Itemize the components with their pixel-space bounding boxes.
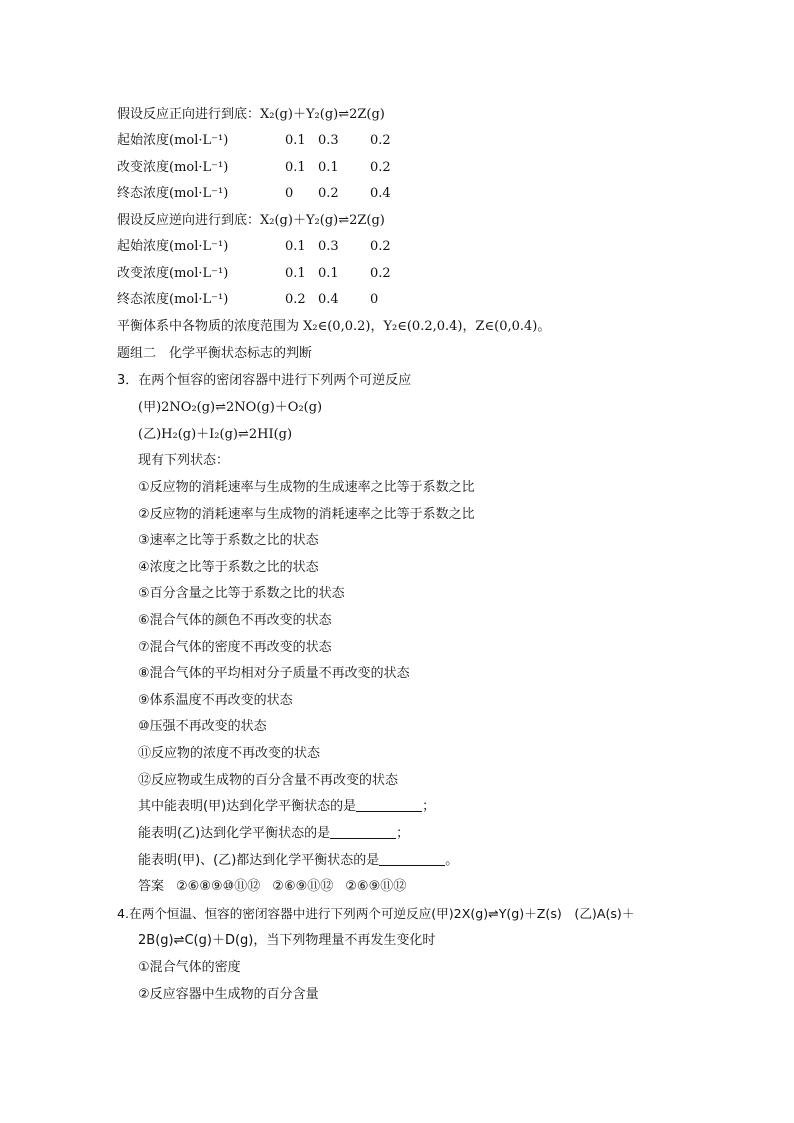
q3-state-item: ⑤百分含量之比等于系数之比的状态 <box>138 586 345 602</box>
answer-3: ②⑥⑨⑪⑫ <box>345 879 407 894</box>
reverse-row-label: 起始浓度(mol·L⁻¹) <box>117 239 229 254</box>
forward-row-value: 0.2 <box>318 186 339 201</box>
q3-stem: 3．在两个恒容的密闭容器中进行下列两个可逆反应 <box>117 373 412 388</box>
reverse-row-value: 0.1 <box>285 265 306 281</box>
forward-equation: X₂(g)＋Y₂(g)⇌2Z(g) <box>260 107 385 122</box>
forward-row-value: 0.1 <box>285 133 306 148</box>
forward-row-label: 改变浓度(mol·L⁻¹) <box>117 159 229 175</box>
forward-row-value: 0.1 <box>285 159 306 175</box>
answer-label: 答案 <box>138 879 165 894</box>
q4-item-1: ①混合气体的密度 <box>138 960 241 975</box>
reverse-row-value: 0 <box>370 292 379 307</box>
forward-row-label: 终态浓度(mol·L⁻¹) <box>117 186 229 201</box>
q3-state-item: ③速率之比等于系数之比的状态 <box>138 533 319 549</box>
reverse-row-value: 0.3 <box>318 239 339 254</box>
q3-state-item: ⑥混合气体的颜色不再改变的状态 <box>138 613 332 628</box>
q3-state-item: ⑩压强不再改变的状态 <box>138 719 267 735</box>
blank2-suffix: ； <box>396 826 410 841</box>
reverse-row-value: 0.1 <box>318 265 339 281</box>
q3-reaction-a: (甲)2NO₂(g)⇌2NO(g)＋O₂(g) <box>138 400 323 415</box>
blank2-prefix: 能表明(乙)达到化学平衡状态的是 <box>138 826 331 841</box>
answer-2: ②⑥⑨⑪⑫ <box>272 879 334 894</box>
forward-row-label: 起始浓度(mol·L⁻¹) <box>117 133 229 148</box>
reverse-row-label: 终态浓度(mol·L⁻¹) <box>117 292 229 307</box>
reverse-row-label: 改变浓度(mol·L⁻¹) <box>117 265 229 281</box>
reverse-row-value: 0.4 <box>318 292 339 307</box>
forward-header <box>117 107 385 123</box>
forward-row-value: 0.2 <box>370 159 391 175</box>
reverse-header <box>117 213 385 229</box>
blank3-prefix: 能表明(甲)、(乙)都达到化学平衡状态的是 <box>138 853 380 868</box>
q3-intro: 现有下列状态： <box>138 453 230 468</box>
q3-blank-line-3 <box>138 853 458 869</box>
q3-state-item: ①反应物的消耗速率与生成物的生成速率之比等于系数之比 <box>138 480 475 495</box>
q3-state-item: ⑨体系温度不再改变的状态 <box>138 692 293 708</box>
q4-item-2: ②反应容器中生成物的百分含量 <box>138 987 319 1002</box>
reverse-row-value: 0.2 <box>370 239 391 254</box>
forward-row-value: 0.4 <box>370 186 391 201</box>
answer-blank-3[interactable] <box>379 853 445 866</box>
q3-state-item: ⑫反应物或生成物的百分含量不再改变的状态 <box>138 772 399 788</box>
group-title: 题组二 化学平衡状态标志的判断 <box>117 346 313 361</box>
q3-state-item: ⑪反应物的浓度不再改变的状态 <box>138 746 321 761</box>
forward-row-value: 0 <box>285 186 294 201</box>
answer-blank-2[interactable] <box>330 826 396 839</box>
reverse-row-value: 0.2 <box>370 265 391 281</box>
reverse-row-value: 0.2 <box>285 292 306 307</box>
q3-reaction-b: (乙)H₂(g)＋I₂(g)⇌2HI(g) <box>138 427 293 442</box>
range-statement: 平衡体系中各物质的浓度范围为 X₂∈(0,0.2)，Y₂∈(0.2,0.4)，Z∈(0,0.4)。 <box>117 319 551 334</box>
q3-state-item: ②反应物的消耗速率与生成物的消耗速率之比等于系数之比 <box>138 506 475 522</box>
q3-answer <box>138 879 406 895</box>
q3-state-item: ⑧混合气体的平均相对分子质量不再改变的状态 <box>138 666 410 682</box>
q3-state-item: ④浓度之比等于系数之比的状态 <box>138 559 319 575</box>
blank3-suffix: 。 <box>445 853 459 868</box>
q4-line-2: 2B(g)⇌C(g)＋D(g)，当下列物理量不再发生变化时 <box>138 933 436 948</box>
blank1-suffix: ； <box>422 799 436 814</box>
blank1-prefix: 其中能表明(甲)达到化学平衡状态的是 <box>138 799 357 814</box>
q3-state-item: ⑦混合气体的密度不再改变的状态 <box>138 639 332 655</box>
forward-header-text: 假设反应正向进行到底： <box>117 107 261 122</box>
reverse-equation: X₂(g)＋Y₂(g)⇌2Z(g) <box>260 213 385 228</box>
q3-blank-line-1 <box>138 799 435 815</box>
forward-row-value: 0.2 <box>370 133 391 148</box>
q4-line-1: 4.在两个恒温、恒容的密闭容器中进行下列两个可逆反应(甲)2X(g)⇌Y(g)＋Z(s) (乙)A(s)＋ <box>117 906 635 921</box>
answer-1: ②⑥⑧⑨⑩⑪⑫ <box>176 879 261 894</box>
forward-row-value: 0.1 <box>318 159 339 175</box>
forward-row-value: 0.3 <box>318 133 339 148</box>
reverse-row-value: 0.1 <box>285 239 306 254</box>
reverse-header-text: 假设反应逆向进行到底： <box>117 213 261 228</box>
answer-blank-1[interactable] <box>356 799 422 812</box>
q3-blank-line-2 <box>138 826 409 842</box>
